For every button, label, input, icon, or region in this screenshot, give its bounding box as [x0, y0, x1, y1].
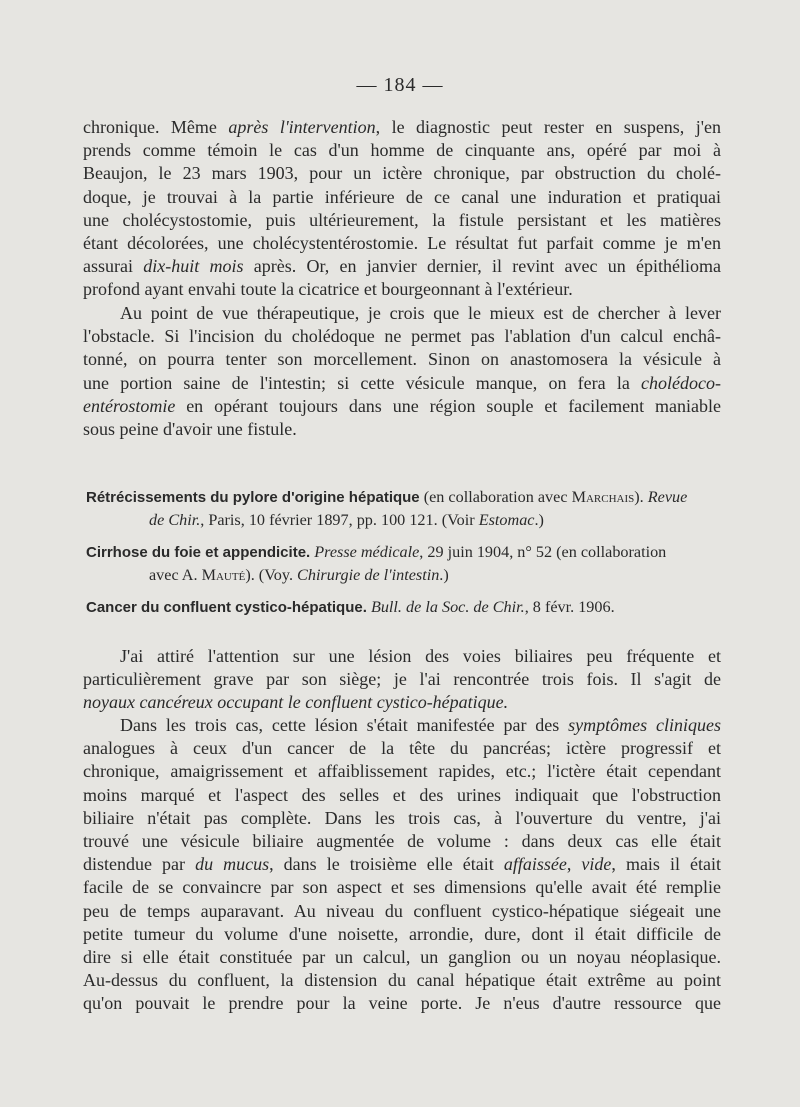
text-line: analogues à ceux d'un cancer de la tête du pancréas; ictère progressif et [83, 738, 721, 759]
text-line: une cholécystostomie, puis ultérieurement, la fistule persistant et les matières [83, 209, 721, 230]
text-line: prends comme témoin le cas d'un homme de cinquante ans, opéré par moi à [83, 140, 721, 161]
text-line: particulièrement grave par son siège; je l'ai rencontrée trois fois. Il s'agit de [83, 669, 721, 690]
text-line: sous peine d'avoir une fistule. [83, 419, 297, 440]
text-line: doque, je trouvai à la partie inférieure de ce canal une induration et pratiquai [83, 186, 721, 207]
paragraph-attention [83, 645, 721, 715]
text-line: chronique. Même après l'intervention, le diagnostic peut rester en suspens, j'en [83, 117, 721, 137]
text-line: dire si elle était constituée par un calcul, un ganglion ou un noyau néoplasique. [83, 947, 721, 968]
page-number: — 184 — [356, 74, 444, 96]
text-line: une portion saine de l'intestin; si cette vésicule manque, on fera la cholédoco- [83, 372, 721, 393]
text-line: profond ayant envahi toute la cicatrice et bourgeonnant à l'extérieur. [83, 279, 573, 300]
reference-retrecissements: Rétrécissements du pylore d'origine hépatique (en collaboration avec Marchais). Revue de Chir., Paris, 10 février 1897, pp. 100 121. (Voir Estomac.) [86, 488, 688, 529]
text-line: petite tumeur du volume d'une noisette, arrondie, dure, dont il était difficile de [83, 923, 721, 944]
text-line: Au-dessus du confluent, la distension du canal hépatique était extrême au point [83, 970, 721, 991]
paragraph-therapeutique [83, 302, 721, 441]
paragraph-trois-cas [83, 714, 721, 1016]
text-line: Beaujon, le 23 mars 1903, pour un ictère chronique, par obstruction du cholé- [83, 163, 721, 184]
paragraph-chronique [83, 116, 721, 302]
reference-title: Cancer du confluent cystico-hépatique. [86, 599, 367, 616]
text-line: biliaire n'était pas complète. Dans les trois cas, à l'ouverture du ventre, j'ai [83, 807, 721, 828]
reference-cancer-confluent: Cancer du confluent cystico-hépatique. Bull. de la Soc. de Chir., 8 févr. 1906. [86, 598, 615, 616]
reference-cirrhose: Cirrhose du foie et appendicite. Presse médicale, 29 juin 1904, n° 52 (en collaboration avec A. Mauté). (Voy. Chirurgie de l'intestin.) [86, 543, 667, 584]
text-line: assurai dix-huit mois après. Or, en janvier dernier, il revint avec un épithélioma [83, 256, 722, 277]
text-line: distendue par du mucus, dans le troisième elle était affaissée, vide, mais il était [83, 854, 722, 875]
text-line: tonné, on pourra tenter son morcellement. Sinon on anastomosera la vésicule à [83, 349, 721, 370]
text-line: facile de se convaincre par son aspect et ses dimensions qu'elle avait été remplie [83, 877, 721, 898]
text-line: Au point de vue thérapeutique, je crois que le mieux est de chercher à lever [120, 303, 721, 323]
text-line: Dans les trois cas, cette lésion s'était manifestée par des symptômes cliniques [120, 715, 721, 735]
reference-title: Rétrécissements du pylore d'origine hépatique [86, 489, 420, 506]
text-line: moins marqué et l'aspect des selles et des urines indiquait que l'obstruction [83, 784, 721, 805]
reference-title: Cirrhose du foie et appendicite. [86, 544, 311, 561]
text-line: J'ai attiré l'attention sur une lésion des voies biliaires peu fréquente et [120, 646, 721, 666]
text-line: l'obstacle. Si l'incision du cholédoque ne permet pas l'ablation d'un calcul enchâ- [83, 326, 721, 347]
text-line: qu'on pouvait le prendre pour la veine porte. Je n'eus d'autre ressource que [83, 993, 721, 1014]
text-line: noyaux cancéreux occupant le confluent cystico-hépatique. [83, 692, 509, 713]
text-line: entérostomie en opérant toujours dans une région souple et facilement maniable [83, 395, 721, 416]
text-line: trouvé une vésicule biliaire augmentée de volume : dans deux cas elle était [83, 831, 721, 852]
text-line: peu de temps auparavant. Au niveau du confluent cystico-hépatique siégeait une [83, 900, 721, 921]
text-line: chronique, amaigrissement et affaiblissement rapides, etc.; l'ictère était cependant [83, 761, 721, 782]
text-line: étant décolorées, une cholécystentérostomie. Le résultat fut parfait comme je m'en [83, 233, 721, 254]
